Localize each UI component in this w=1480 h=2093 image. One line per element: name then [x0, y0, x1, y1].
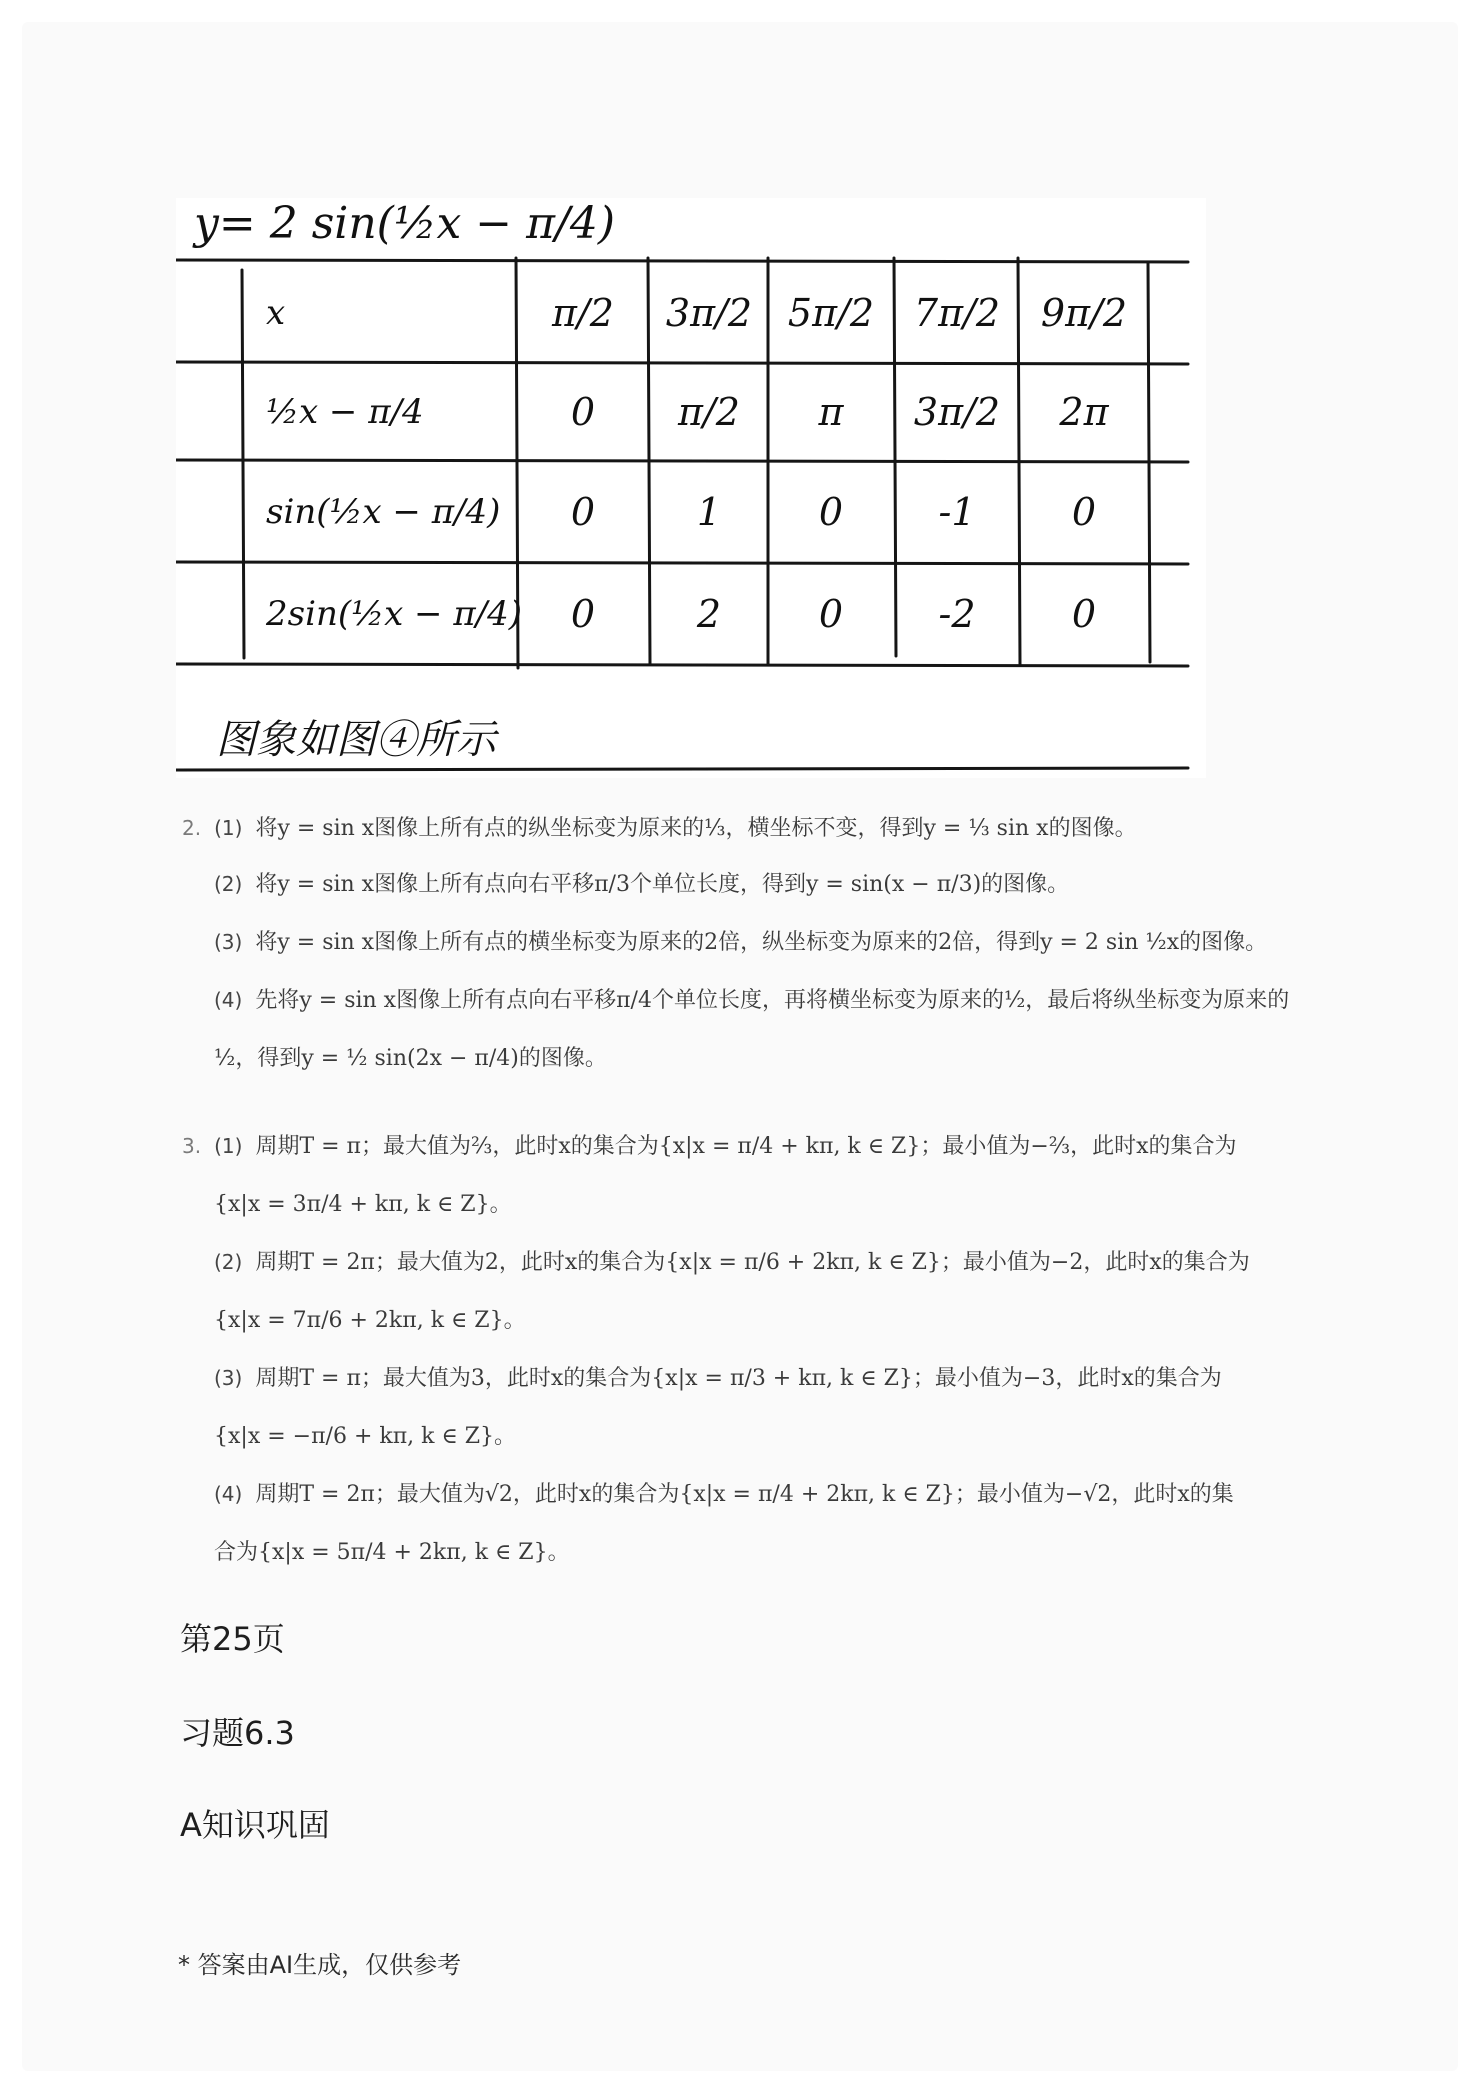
table-row-label-2sin: 2sin(½x − π/4): [266, 594, 523, 634]
table-cell: 0: [1071, 592, 1097, 636]
exercise-heading: 习题6.3: [180, 1714, 295, 1752]
answer-q3-4: [214, 1478, 1324, 1511]
table-cell: 0: [818, 490, 844, 534]
table-cell: 9π/2: [1040, 291, 1128, 335]
answer-text: 将y = sin x图像上所有点的横坐标变为原来的2倍，纵坐标变为原来的2倍，得到y = 2 sin ½x的图像。: [255, 930, 1268, 955]
table-cell: 0: [818, 592, 844, 636]
answer-q3-3-continued: [214, 1420, 1324, 1453]
sub-number: (2): [214, 1250, 243, 1274]
answer-text: {x|x = 7π/6 + 2kπ, k ∈ Z}。: [214, 1308, 526, 1333]
sub-number: (4): [214, 988, 243, 1012]
answer-q2-4: [214, 984, 1324, 1017]
answer-text: {x|x = 3π/4 + kπ, k ∈ Z}。: [214, 1192, 512, 1217]
table-cell: 0: [570, 390, 596, 434]
table-row-label-x: x: [266, 293, 286, 333]
table-cell: 1: [696, 490, 722, 534]
answer-text: 合为{x|x = 5π/4 + 2kπ, k ∈ Z}。: [214, 1540, 570, 1565]
sub-number: (1): [214, 1134, 243, 1158]
section-heading: A知识巩固: [180, 1806, 330, 1844]
answer-text: 周期T = 2π；最大值为√2，此时x的集合为{x|x = π/4 + 2kπ, k ∈ Z}；最小值为−√2，此时x的集: [255, 1482, 1234, 1507]
sub-number: (2): [214, 872, 243, 896]
question-number: 3.: [182, 1134, 202, 1158]
table-cell: -1: [938, 490, 976, 534]
handwritten-solution-image: [176, 198, 1206, 778]
answer-q2-4-continued: [214, 1042, 1324, 1075]
sub-number: (3): [214, 930, 243, 954]
table-cell: 3π/2: [913, 390, 1001, 434]
table-cell: π: [818, 390, 844, 434]
sub-number: (1): [214, 816, 243, 840]
table-cell: π/2: [678, 390, 740, 434]
answer-text: 周期T = π；最大值为3，此时x的集合为{x|x = π/3 + kπ, k ∈ Z}；最小值为−3，此时x的集合为: [255, 1366, 1222, 1391]
table-cell: 5π/2: [787, 291, 875, 335]
answer-q3-3: [214, 1362, 1324, 1395]
table-cell: 2: [696, 592, 722, 636]
answer-text: 先将y = sin x图像上所有点向右平移π/4个单位长度，再将横坐标变为原来的½，最后将纵坐标变为原来的: [255, 988, 1290, 1013]
table-cell: 0: [570, 490, 596, 534]
answer-q3-1: [182, 1130, 1292, 1163]
table-cell: π/2: [552, 291, 614, 335]
answer-q2-1: [182, 812, 1292, 845]
answer-text: 周期T = 2π；最大值为2，此时x的集合为{x|x = π/6 + 2kπ, k ∈ Z}；最小值为−2，此时x的集合为: [255, 1250, 1250, 1275]
table-cell: 2π: [1059, 390, 1109, 434]
answer-q2-2: [214, 868, 1324, 901]
answer-q3-2-continued: [214, 1304, 1324, 1337]
table-cell: -2: [938, 592, 976, 636]
answer-q3-1-continued: [214, 1188, 1324, 1221]
answer-text: 周期T = π；最大值为⅔，此时x的集合为{x|x = π/4 + kπ, k ∈ Z}；最小值为−⅔，此时x的集合为: [255, 1134, 1237, 1159]
table-row-label-sin: sin(½x − π/4): [266, 492, 501, 532]
answer-q2-3: [214, 926, 1324, 959]
table-cell: 3π/2: [665, 291, 753, 335]
question-number: 2.: [182, 816, 202, 840]
table-row-label-phase: ½x − π/4: [266, 392, 424, 432]
page-heading: 第25页: [180, 1620, 285, 1658]
answer-q3-4-continued: [214, 1536, 1324, 1569]
table-cell: 0: [1071, 490, 1097, 534]
answer-text: {x|x = −π/6 + kπ, k ∈ Z}。: [214, 1424, 517, 1449]
table-cell: 7π/2: [913, 291, 1001, 335]
sub-number: (4): [214, 1482, 243, 1506]
handwritten-function-title: y= 2 sin(½x − π/4): [194, 198, 616, 249]
answer-q3-2: [214, 1246, 1324, 1279]
answer-text: ½，得到y = ½ sin(2x − π/4)的图像。: [214, 1046, 607, 1071]
answer-text: 将y = sin x图像上所有点向右平移π/3个单位长度，得到y = sin(x − π/3)的图像。: [255, 872, 1070, 897]
table-cell: 0: [570, 592, 596, 636]
answer-text: 将y = sin x图像上所有点的纵坐标变为原来的⅓，横坐标不变，得到y = ⅓ sin x的图像。: [255, 816, 1137, 841]
ai-disclaimer-note: * 答案由AI生成，仅供参考: [178, 1951, 462, 1979]
sub-number: (3): [214, 1366, 243, 1390]
handwritten-caption: 图象如图④所示: [216, 717, 496, 763]
